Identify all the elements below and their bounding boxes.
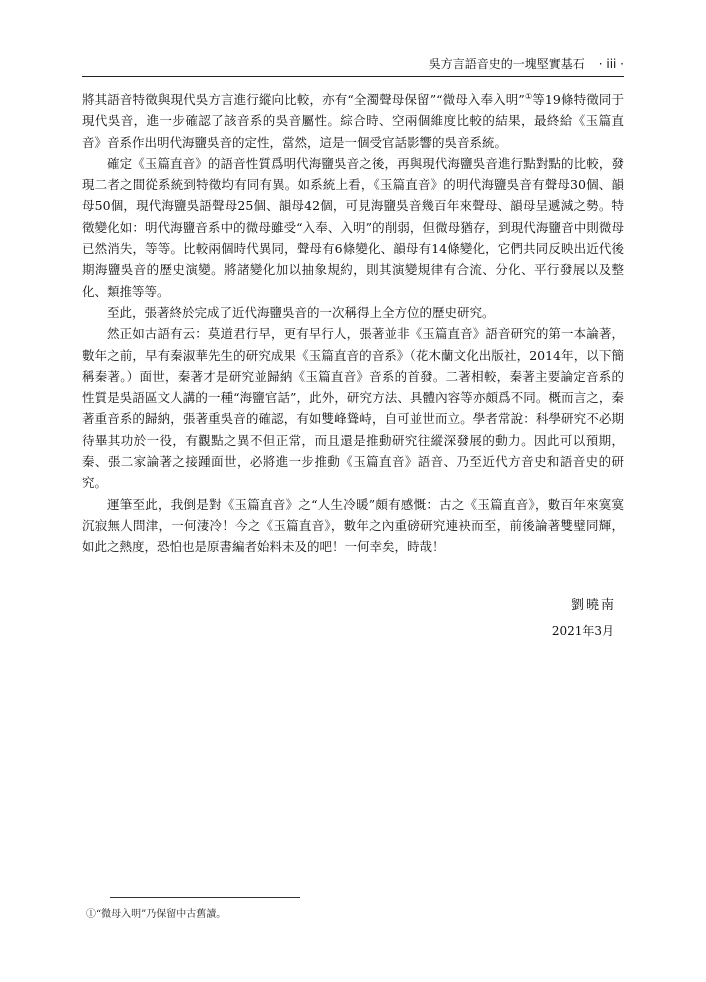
author-signature: 劉曉南 (570, 598, 616, 613)
paragraph-1-text: 將其語音特徵與現代吳方言進行縱向比較，亦有“全濁聲母保留”“微母入奉入明” (82, 92, 525, 107)
footnote-rule (110, 897, 300, 898)
body-text (82, 89, 624, 558)
paragraph-1-tail: 等19條特徵同于現代吳音，進一步確認了該音系的吳音屬性。綜合時、空兩個維度比較的結果，最終給《玉篇直音》音系作出明代海鹽吳音的定性，當然，這是一個受官話影響的吳音系統。 (82, 92, 625, 150)
running-title: 吳方言語音史的一塊堅實基石 (428, 57, 585, 71)
running-head (429, 55, 624, 73)
footnote-marker[interactable]: ① (524, 91, 533, 101)
paragraph-5: 運筆至此，我倒是對《玉篇直音》之“人生冷暖”頗有感慨：古之《玉篇直音》，數百年來寞寞沉寂無人問津，一何淒冷！今之《玉篇直音》，數年之內重磅研究連袂而至，前後論著雙璧同輝，如此之熱度，恐怕也是原書編者始料未及的吧！一何幸矣，時哉！ (82, 496, 624, 555)
signature-date: 2021年3月 (551, 624, 614, 638)
header-rule (82, 76, 624, 77)
footnote: ①“微母入明”乃保留中古舊讀。 (86, 909, 227, 920)
paragraph-1 (82, 89, 624, 153)
paragraph-2: 確定《玉篇直音》的語音性質爲明代海鹽吳音之後，再與現代海鹽吳音進行點對點的比較，發現二者之間從系統到特徵均有同有異。如系統上看，《玉篇直音》的明代海鹽吳音有聲母30個、韻母50個，現代海鹽吳語聲母25個、韻母42個，可見海鹽吳音幾百年來聲母、韻母呈遞減之勢。特徵變化如：明代海鹽音系中的微母雖受“入奉、入明”的削弱，但微母猶存，到現代海鹽音中則微母已然消失，等等。比較兩個時代異同，聲母有6條變化、韻母有14條變化，它們共同反映出近代後期海鹽吳音的歷史演變。將諸變化加以抽象規約，則其演變規律有合流、分化、平行發展以及整化、類推等等。 (82, 155, 624, 299)
paragraph-4: 然正如古語有云：莫道君行早，更有早行人，張著並非《玉篇直音》語音研究的第一本論著，數年之前，早有秦淑華先生的研究成果《玉篇直音的音系》（花木蘭文化出版社，2014年，以下簡稱秦著。）面世，秦著才是研究並歸納《玉篇直音》音系的首發。二著相較，秦著主要論定音系的性質是吳語區文人講的一種“海鹽官話”，此外，研究方法、具體內容等亦頗爲不同。概而言之，秦著重音系的歸納，張著重吳音的確認，有如雙峰聳峙，自可並世而立。學者常說：科學研究不必期待畢其功於一役，有觀點之異不但正常，而且還是推動研究往縱深發展的動力。因此可以預期，秦、張二家論著之接踵面世，必將進一步推動《玉篇直音》語音、乃至近代方音史和語音史的研究。 (82, 326, 624, 491)
paragraph-3: 至此，張著終於完成了近代海鹽吳音的一次稱得上全方位的歷史研究。 (107, 304, 495, 320)
page-number: · iii · (598, 57, 624, 71)
